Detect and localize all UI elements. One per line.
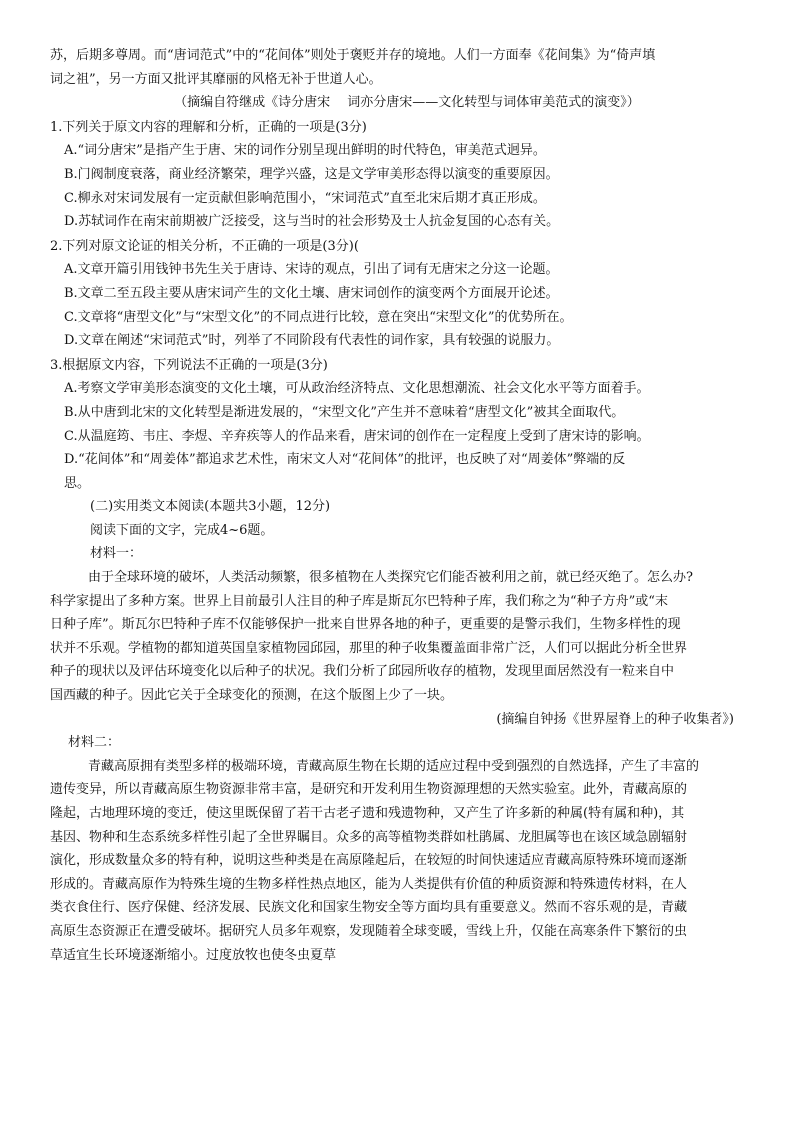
question-1 xyxy=(50,116,764,234)
paragraph-line: 类衣食住行、医疗保健、经济发展、民族文化和国家生物安全等方面均具有重要意义。然而不容乐观的是，青藏 xyxy=(50,900,688,916)
option-a: A.考察文学审美形态演变的文化土壤，可从政治经济特点、文化思想潮流、社会文化水平等方面着手。 xyxy=(64,381,650,397)
option-d: D.“花间体”和“周姜体”都追求艺术性，南宋文人对“花间体”的批评，也反映了对“周姜体”弊端的反 xyxy=(64,452,626,468)
option-b: B.从中唐到北宋的文化转型是渐进发展的，“宋型文化”产生并不意味着“唐型文化”被其全面取代。 xyxy=(64,404,625,420)
paragraph-line: 形成的。青藏高原作为特殊生境的生物多样性热点地区，能为人类提供有价值的种质资源和特殊遗传材料，在人 xyxy=(50,876,688,892)
material-1-body xyxy=(50,566,764,708)
paragraph-line: 种子的现状以及评估环境变化以后种子的状况。我们分析了邱园所收存的植物，发现里面居然没有一粒来自中 xyxy=(50,664,675,680)
option-a: A.文章开篇引用钱钟书先生关于唐诗、宋诗的观点，引出了词有无唐宋之分这一论题。 xyxy=(64,262,559,278)
intro-line: 苏，后期多尊周。而“唐词范式”中的“花间体”则处于褒贬并存的境地。人们一方面奉《花间集》为“倚声填 xyxy=(50,48,656,63)
paragraph-line: 由于全球环境的破坏，人类活动频繁，很多植物在人类探究它们能否被利用之前，就已经灭绝了。怎么办? xyxy=(88,570,693,586)
paragraph-line: 草适宜生长环境逐渐缩小。过度放牧也使冬虫夏草 xyxy=(50,947,337,963)
option-d-continued: 思。 xyxy=(64,475,91,491)
option-d: D.文章在阐述“宋词范式”时，列举了不同阶段有代表性的词作家，具有较强的说服力。 xyxy=(64,333,560,349)
paragraph-line: 隆起，古地理环境的变迁，使这里既保留了若干古老孑遗和残遗物种，又产生了许多新的种属(特有属和种)，其 xyxy=(50,806,685,821)
source-citation: (摘编自钟扬《世界屋脊上的种子收集者》) xyxy=(496,711,734,727)
option-d: D.苏轼词作在南宋前期被广泛接受，这与当时的社会形势及士人抗金复国的心态有关。 xyxy=(64,214,560,230)
paragraph-line: 演化，形成数量众多的特有种，说明这些种类是在高原隆起后，在较短的时间快速适应青藏高原特殊环境而逐渐 xyxy=(50,853,688,869)
material-1-label: 材料一： xyxy=(90,546,143,562)
question-3 xyxy=(50,354,764,496)
paragraph-line: 状并不乐观。学植物的都知道英国皇家植物园邱园，那里的种子收集覆盖面非常广泛，人们可以据此分析全世界 xyxy=(50,640,688,656)
section-title: (二)实用类文本阅读(本题共3小题，12分) xyxy=(90,499,331,515)
option-c: C.从温庭筠、韦庄、李煜、辛弃疾等人的作品来看，唐宋词的创作在一定程度上受到了唐宋诗的影响。 xyxy=(64,428,650,444)
question-stem: 2.下列对原文论证的相关分析，不正确的一项是(3分)( xyxy=(50,238,359,254)
paragraph-line: 科学家提出了多种方案。世界上目前最引人注目的种子库是斯瓦尔巴特种子库，我们称之为“种子方舟”或“末 xyxy=(50,593,668,609)
option-c: C.柳永对宋词发展有一定贡献但影响范围小，“宋词范式”直至北宋后期才真正形成。 xyxy=(64,190,546,206)
paragraph-line: 青藏高原拥有类型多样的极端环境，青藏高原生物在长期的适应过程中受到强烈的自然选择，产生了丰富的 xyxy=(88,758,700,774)
source-citation: （摘编自符继成《诗分唐宋 词亦分唐宋——文化转型与词体审美范式的演变》） xyxy=(174,95,640,111)
paragraph-line: 国西藏的种子。因此它关于全球变化的预测，在这个版图上少了一块。 xyxy=(50,688,454,704)
paragraph-line: 高原生态资源正在遭受破坏。据研究人员多年观察，发现随着全球变暖，雪线上升，仅能在高寒条件下繁衍的虫 xyxy=(50,923,688,939)
question-stem: 1.下列关于原文内容的理解和分析，正确的一项是(3分) xyxy=(50,119,367,135)
option-c: C.文章将“唐型文化”与“宋型文化”的不同点进行比较，意在突出“宋型文化”的优势所在。 xyxy=(64,309,573,325)
instruction-text: 阅读下面的文字，完成4~6题。 xyxy=(90,522,274,538)
option-b: B.文章二至五段主要从唐宋词产生的文化土壤、唐宋词创作的演变两个方面展开论述。 xyxy=(64,285,559,301)
material-2-label: 材料二： xyxy=(68,735,121,751)
intro-line: 词之祖”，另一方面又批评其靡丽的风格无补于世道人心。 xyxy=(50,71,382,87)
material-2-body xyxy=(50,755,764,967)
paragraph-line: 日种子库”。斯瓦尔巴特种子库不仅能够保护一批来自世界各地的种子，更重要的是警示我们，生物多样性的现 xyxy=(50,617,681,633)
paragraph-line: 遗传变异，所以青藏高原生物资源非常丰富，是研究和开发利用生物资源理想的天然实验室。此外，青藏高原的 xyxy=(50,782,688,798)
paragraph-line: 基因、物种和生态系统多样性引起了全世界瞩目。众多的高等植物类群如杜鹃属、龙胆属等也在该区域急剧辐射 xyxy=(50,829,688,845)
option-a: A.“词分唐宋”是指产生于唐、宋的词作分别呈现出鲜明的时代特色，审美范式迥异。 xyxy=(64,143,546,159)
question-stem: 3.根据原文内容，下列说法不正确的一项是(3分) xyxy=(50,357,328,373)
question-2 xyxy=(50,235,764,353)
option-b: B.门阀制度衰落，商业经济繁荣，理学兴盛，这是文学审美形态得以演变的重要原因。 xyxy=(64,166,559,182)
